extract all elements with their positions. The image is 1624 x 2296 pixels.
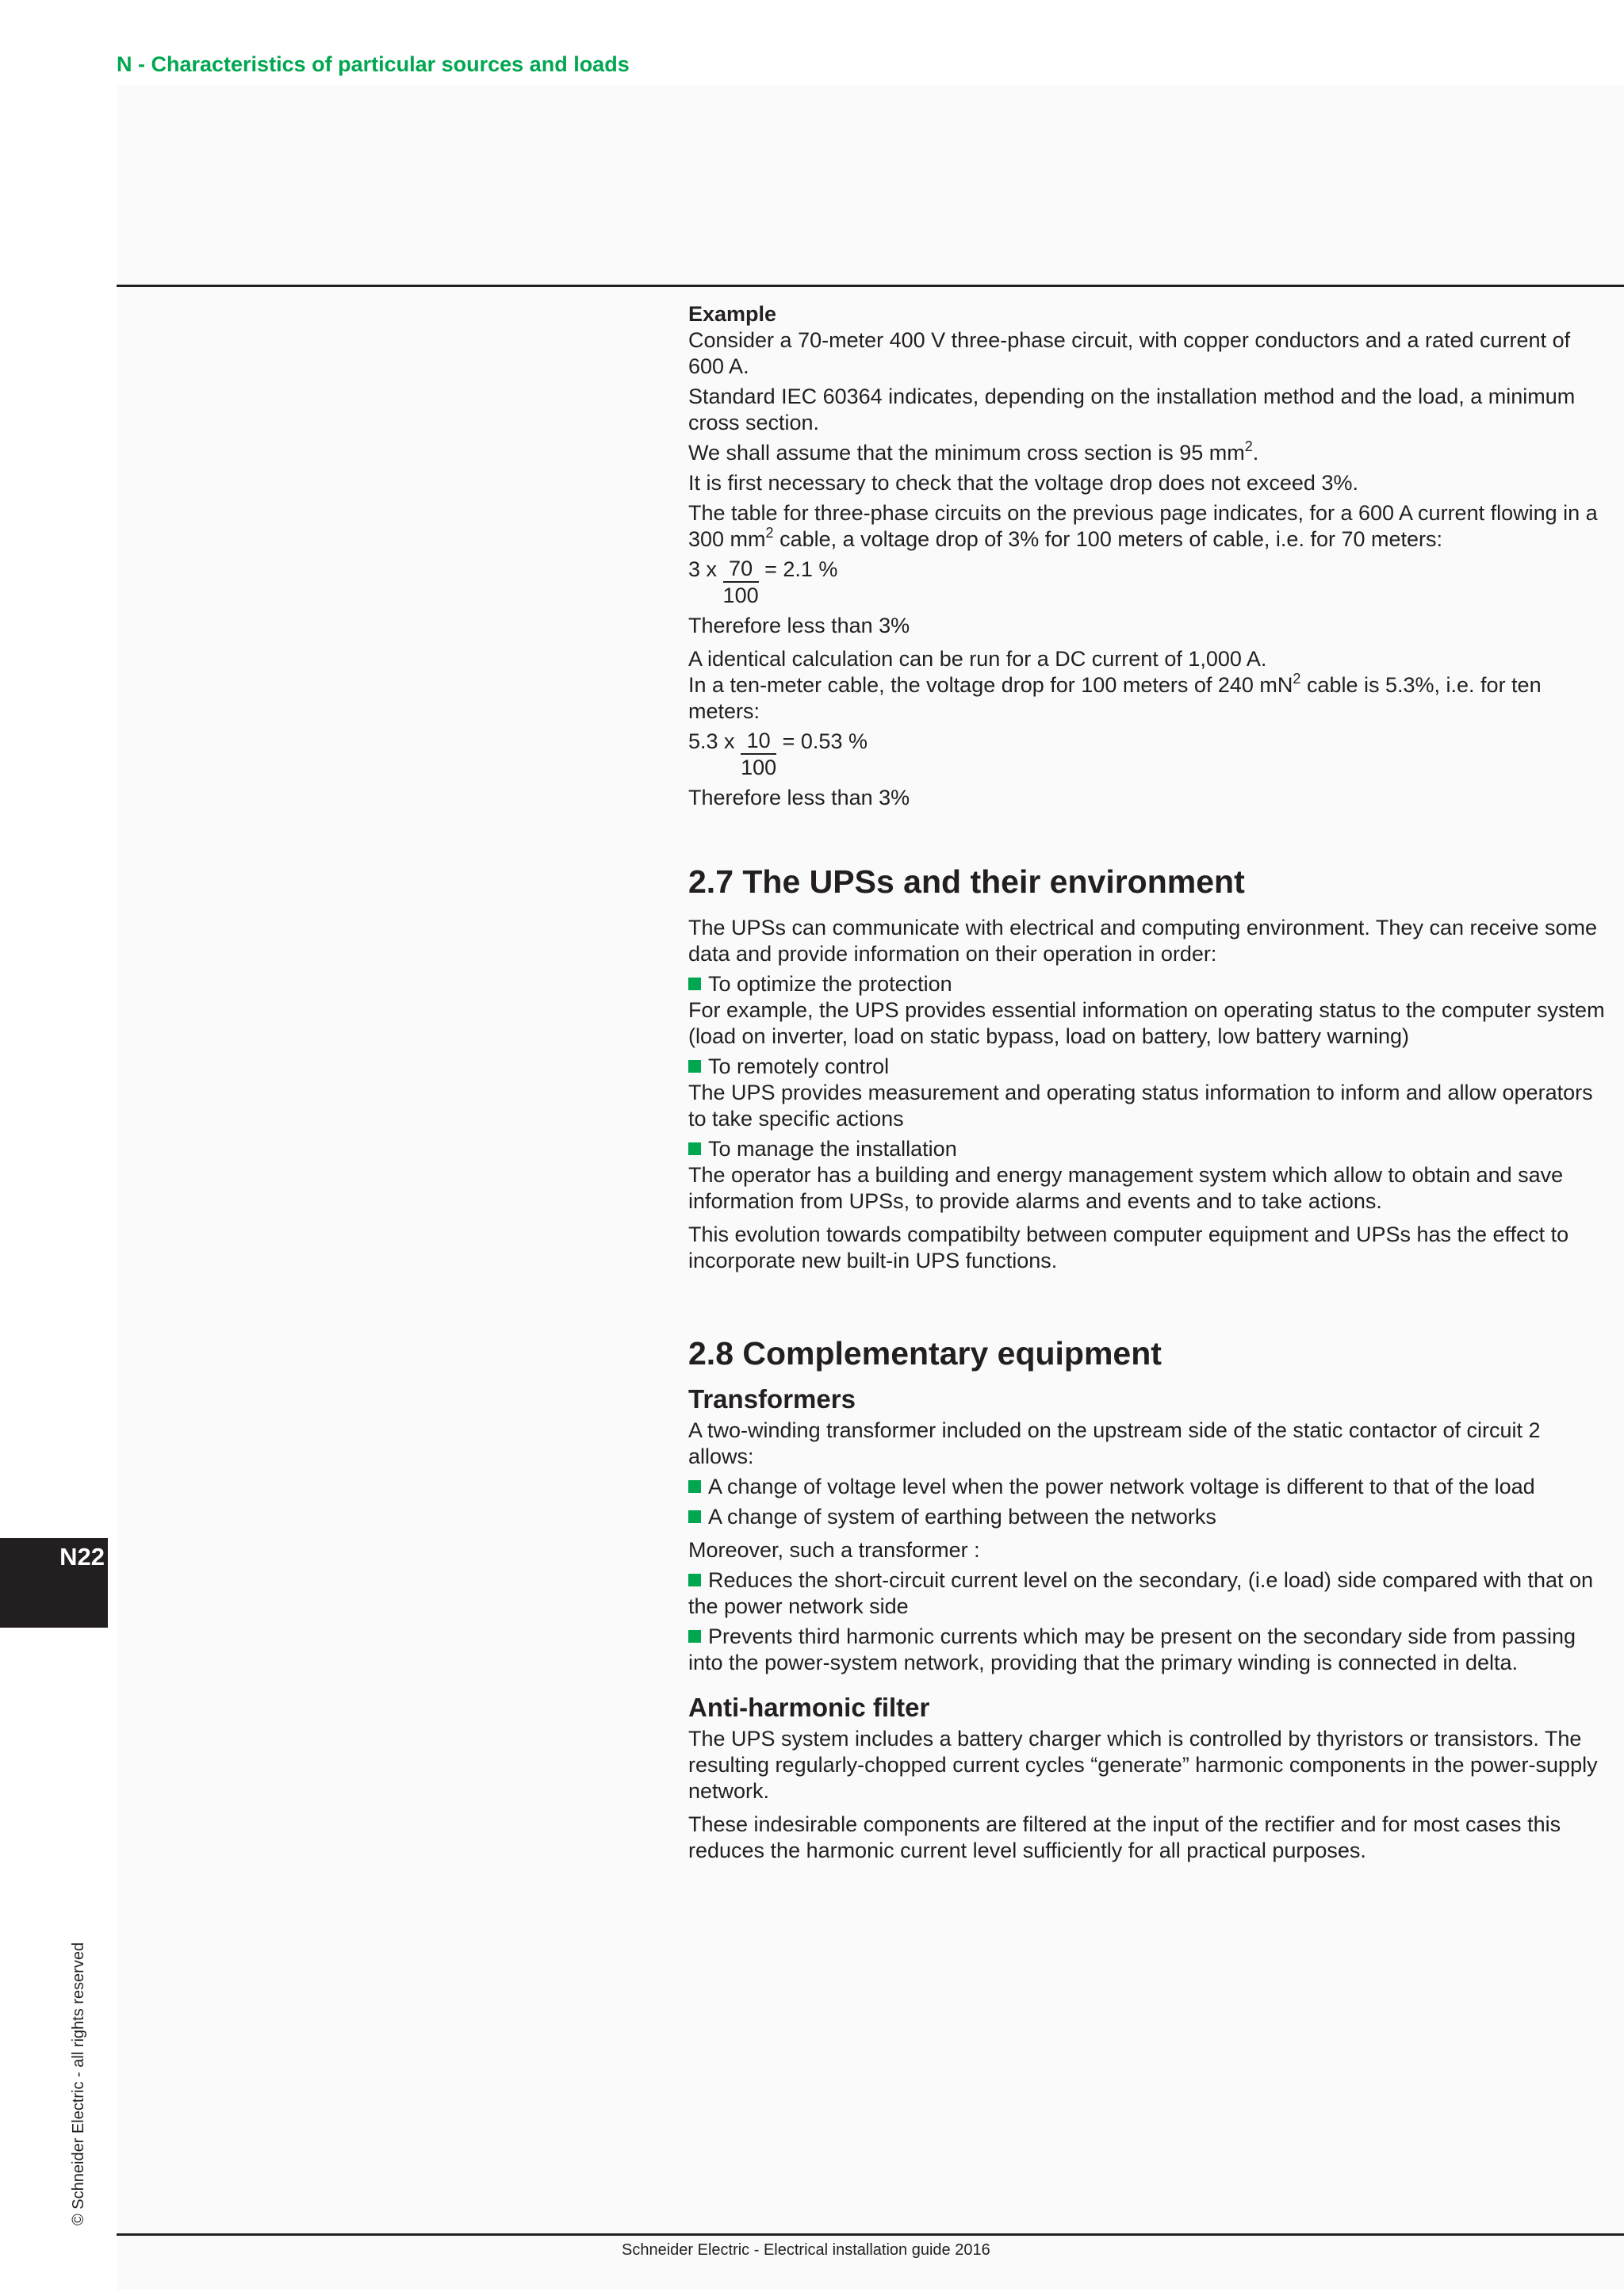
- copyright-notice: © Schneider Electric - all rights reserved: [70, 1942, 87, 2225]
- fraction-numerator: 70: [723, 557, 759, 583]
- bullet-square-icon: [688, 1480, 701, 1493]
- formula-prefix: 5.3 x: [688, 729, 735, 753]
- top-divider: [117, 285, 1624, 287]
- fraction: [741, 729, 776, 781]
- example-paragraph: Therefore less than 3%: [688, 614, 910, 637]
- body-paragraph: For example, the UPS provides essential information on operating status to the computer system (load on inverter, load on static bypass, load on battery, low battery warning): [688, 998, 1605, 1048]
- body-paragraph: This evolution towards compatibilty between computer equipment and UPSs has the effect to incorporate new built-in UPS functions.: [688, 1223, 1569, 1272]
- bullet-square-icon: [688, 1142, 701, 1155]
- section-header: N - Characteristics of particular sources and loads: [117, 52, 630, 76]
- example-paragraph: It is first necessary to check that the voltage drop does not exceed 3%.: [688, 471, 1358, 495]
- body-paragraph: The operator has a building and energy management system which allow to obtain and save information from UPSs, to provide alarms and events and to take actions.: [688, 1163, 1564, 1213]
- fraction-denominator: 100: [722, 584, 759, 607]
- example-paragraph: Therefore less than 3%: [688, 786, 910, 809]
- body-paragraph: The UPS provides measurement and operating status information to inform and allow operators to take specific actions: [688, 1081, 1593, 1131]
- page-number: N22: [59, 1543, 105, 1571]
- main-content: [688, 301, 1608, 1868]
- bullet-square-icon: [688, 978, 701, 990]
- subsection-heading: Anti-harmonic filter: [688, 1693, 930, 1722]
- body-paragraph: The UPS system includes a battery charger which is controlled by thyristors or transistors. The resulting regularly-chopped current cycles “generate” harmonic components in the power-supply network.: [688, 1727, 1598, 1803]
- section-2-8: [688, 1334, 1608, 1864]
- bullet-item: To manage the installation: [688, 1136, 1608, 1162]
- body-paragraph: The UPSs can communicate with electrical and computing environment. They can receive some data and provide information on their operation in order:: [688, 916, 1598, 966]
- example-paragraph: Consider a 70-meter 400 V three-phase circuit, with copper conductors and a rated current of 600 A.: [688, 328, 1571, 378]
- formula-result: = 0.53 %: [782, 729, 868, 753]
- section-title: 2.7 The UPSs and their environment: [688, 863, 1245, 900]
- bottom-divider: [117, 2233, 1624, 2236]
- section-title: 2.8 Complementary equipment: [688, 1335, 1162, 1372]
- bullet-square-icon: [688, 1630, 701, 1643]
- bullet-item: A change of voltage level when the power network voltage is different to that of the load: [688, 1474, 1608, 1500]
- section-2-7: [688, 863, 1608, 1274]
- formula-result: = 2.1 %: [764, 557, 838, 581]
- example-paragraph: Standard IEC 60364 indicates, depending on the installation method and the load, a minimum cross section.: [688, 385, 1576, 434]
- example-paragraph: The table for three-phase circuits on the previous page indicates, for a 600 A current flowing in a 300 $mm^2$ cable, a voltage drop of 3% for 100 meters of cable, i.e. for 70 meters:: [688, 501, 1598, 551]
- example-paragraph: We shall assume that the minimum cross section is 95 $mm^2$.: [688, 438, 1259, 465]
- body-paragraph: These indesirable components are filtered at the input of the rectifier and for most cases this reduces the harmonic current level sufficiently for all practical purposes.: [688, 1812, 1561, 1862]
- example-heading: Example: [688, 302, 777, 326]
- fraction: [723, 557, 759, 609]
- bullet-item: To optimize the protection: [688, 971, 1608, 997]
- body-paragraph: Moreover, such a transformer :: [688, 1538, 980, 1562]
- bullet-item: Reduces the short-circuit current level on the secondary, (i.e load) side compared with that on the power network side: [688, 1568, 1594, 1618]
- page-number-tab: [0, 1538, 108, 1628]
- body-paragraph: A two-winding transformer included on the upstream side of the static contactor of circuit 2 allows:: [688, 1418, 1541, 1468]
- formula-voltage-drop-dc: [688, 729, 1608, 783]
- fraction-numerator: 10: [741, 729, 776, 755]
- formula-voltage-drop-ac: [688, 557, 1608, 610]
- bullet-square-icon: [688, 1510, 701, 1523]
- example-paragraph: In a ten-meter cable, the voltage drop for 100 meters of 240 $mN^2$ cable is 5.3%, i.e. for ten meters:: [688, 671, 1542, 723]
- subsection-heading: Transformers: [688, 1384, 856, 1414]
- bullet-item: Prevents third harmonic currents which may be present on the secondary side from passing into the power-system network, providing that the primary winding is connected in delta.: [688, 1624, 1576, 1674]
- fraction-denominator: 100: [741, 756, 777, 779]
- example-block: [688, 301, 1608, 811]
- footer-text: Schneider Electric - Electrical installation guide 2016: [622, 2241, 990, 2259]
- bullet-square-icon: [688, 1574, 701, 1586]
- formula-prefix: 3 x: [688, 557, 718, 581]
- bullet-item: A change of system of earthing between the networks: [688, 1504, 1608, 1530]
- example-paragraph: A identical calculation can be run for a DC current of 1,000 A.: [688, 647, 1267, 671]
- bullet-item: To remotely control: [688, 1054, 1608, 1080]
- bullet-square-icon: [688, 1060, 701, 1073]
